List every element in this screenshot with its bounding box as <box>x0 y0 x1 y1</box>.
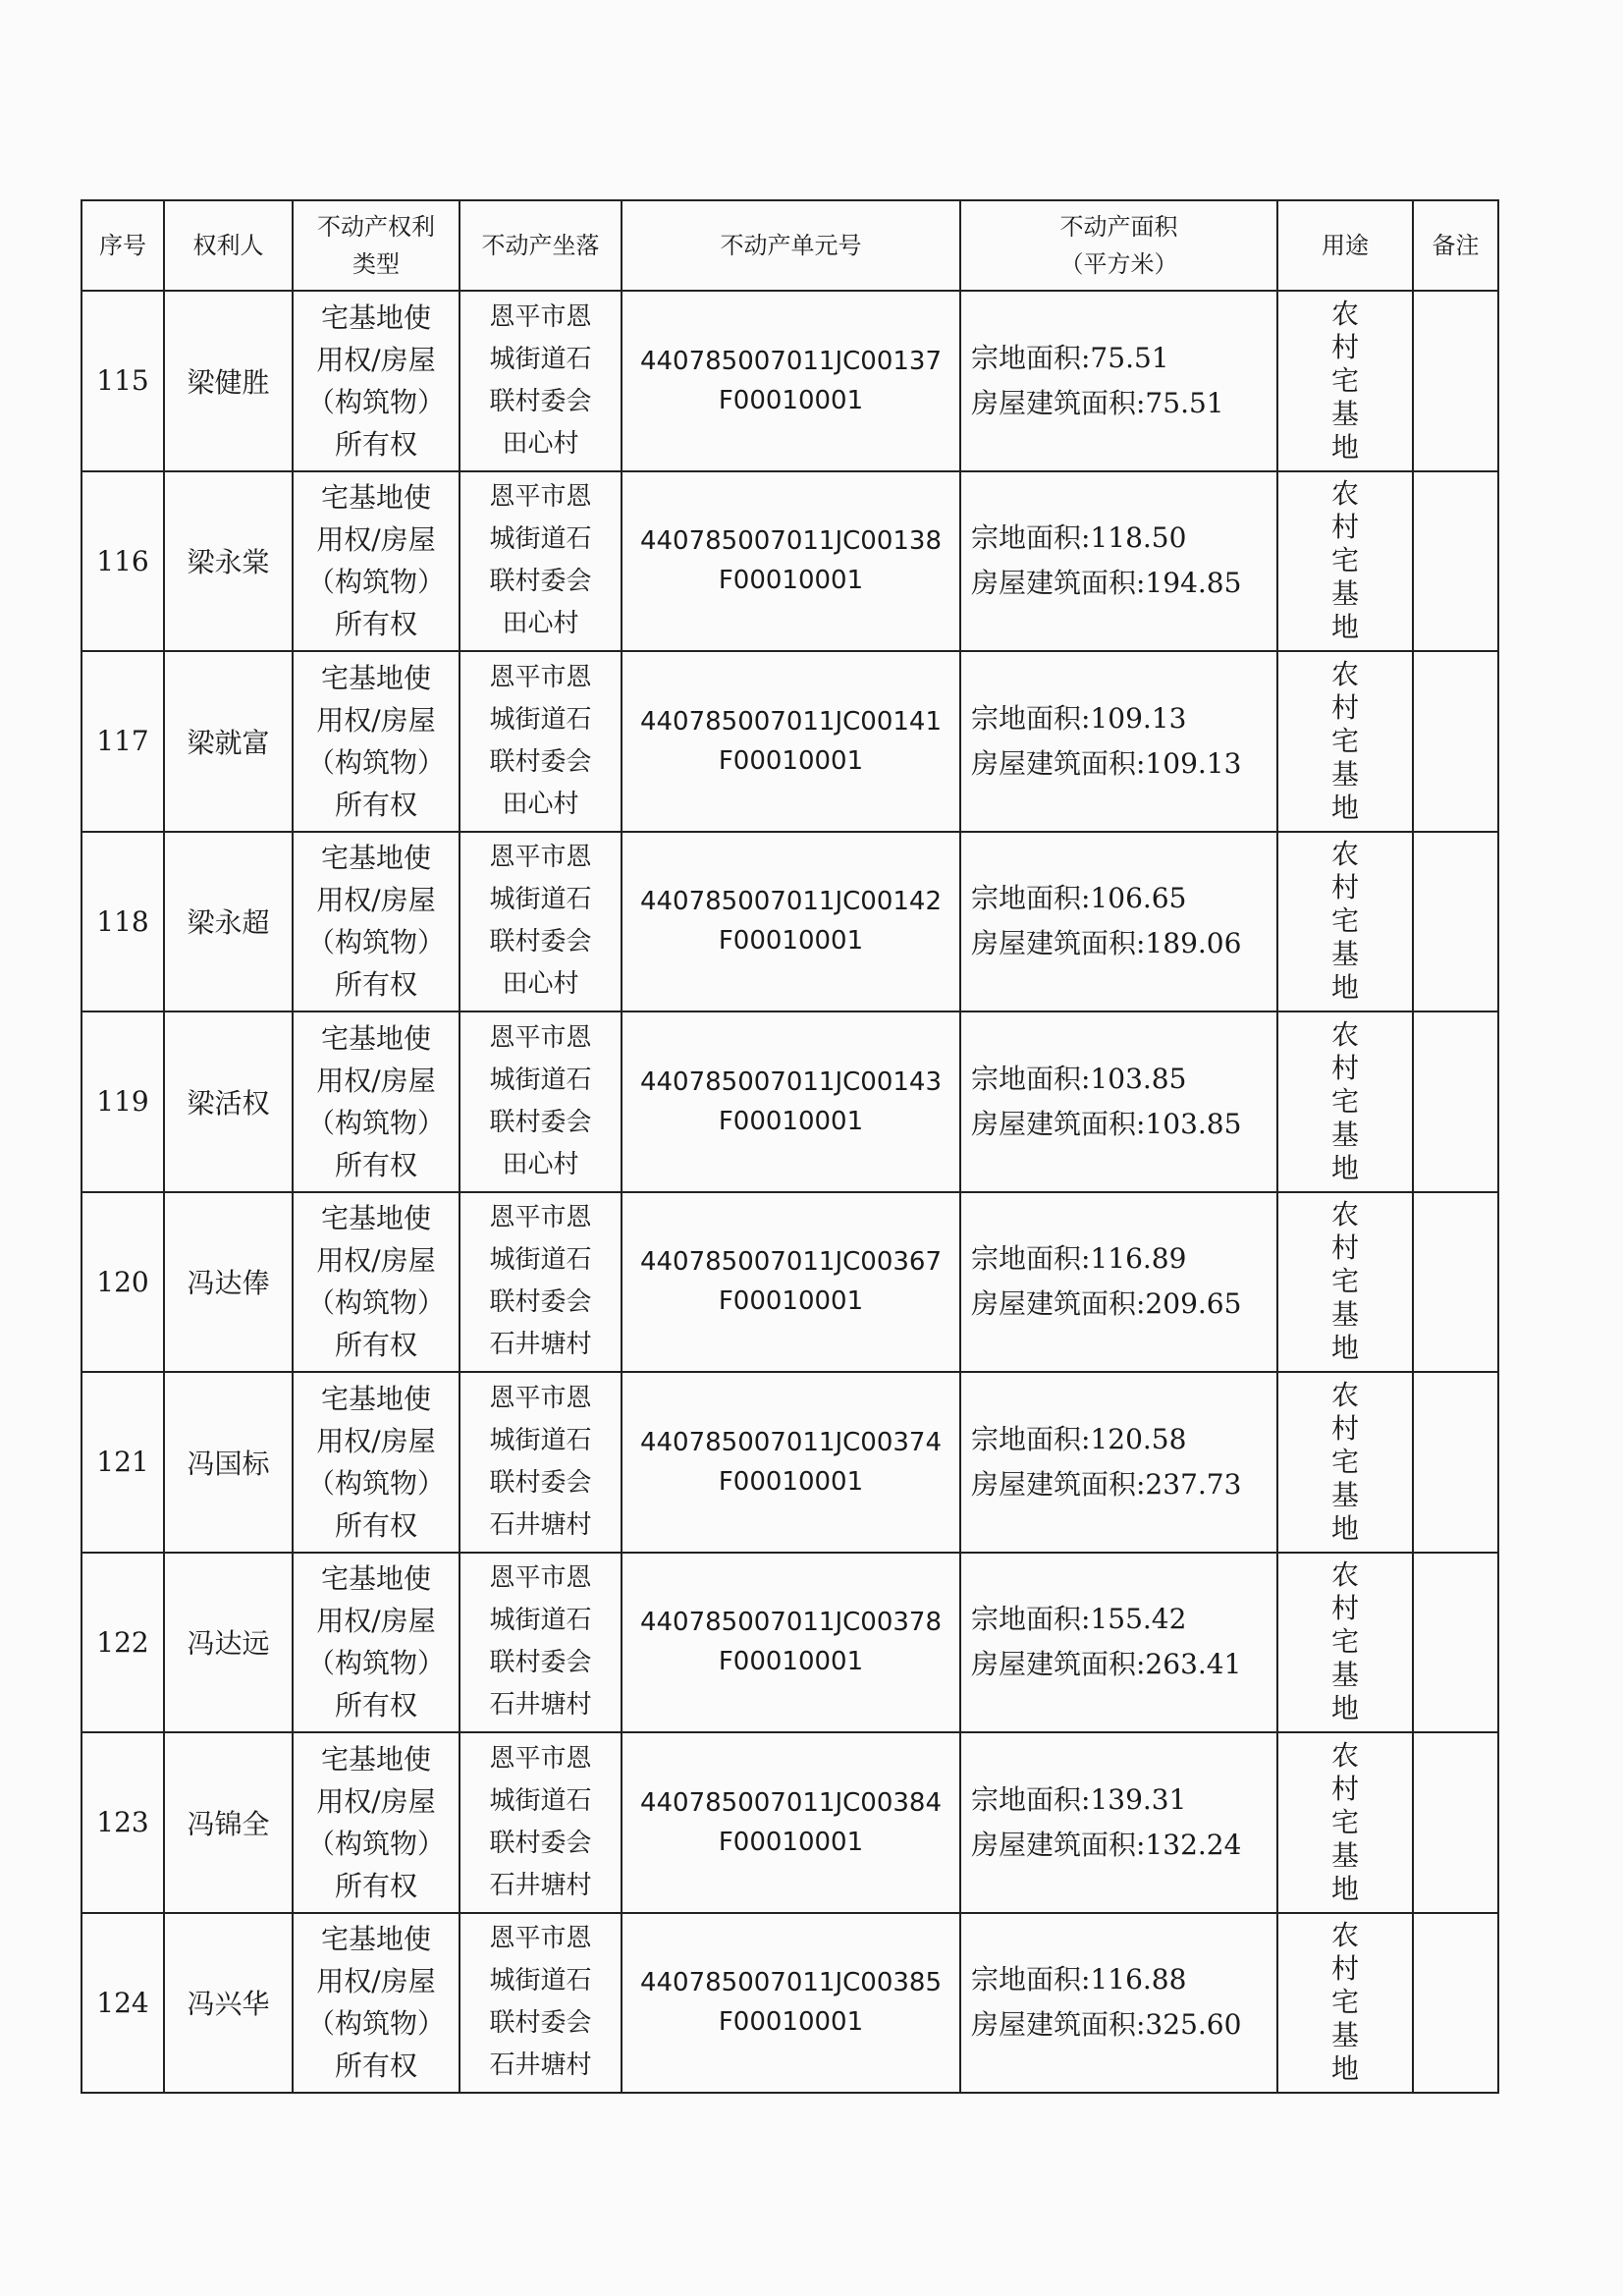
value-seq: 121 <box>96 1446 149 1479</box>
value-land-area: 宗地面积:116.88 <box>971 1963 1187 1996</box>
value-unit-no-1: 440785007011JC00141 <box>639 706 943 737</box>
cell-remark <box>1413 651 1498 832</box>
value-holder: 梁活权 <box>187 1086 270 1120</box>
value-seq: 115 <box>96 364 149 398</box>
cell-right-type <box>293 1011 460 1192</box>
value-right-type: 宅基地使 用权/房屋 （构筑物） 所有权 <box>306 481 445 641</box>
value-location: 恩平市恩 城街道石 联村委会 石井塘村 <box>489 1924 592 2081</box>
cell-remark <box>1413 291 1498 471</box>
cell-seq <box>81 1732 164 1913</box>
table-row <box>81 291 1498 471</box>
value-location: 恩平市恩 城街道石 联村委会 石井塘村 <box>489 1383 592 1540</box>
value-land-area: 宗地面积:116.89 <box>971 1242 1187 1276</box>
value-use: 农村宅基地 <box>1330 1558 1359 1725</box>
cell-area <box>960 1732 1277 1913</box>
cell-location <box>460 651 622 832</box>
cell-seq <box>81 291 164 471</box>
cell-remark <box>1413 832 1498 1012</box>
cell-unit-no <box>622 1553 960 1733</box>
value-unit-no-1: 440785007011JC00143 <box>639 1066 943 1097</box>
value-building-area: 房屋建筑面积:325.60 <box>971 2008 1242 2042</box>
value-unit-no-1: 440785007011JC00137 <box>639 346 943 376</box>
cell-remark <box>1413 1732 1498 1913</box>
cell-remark <box>1413 1372 1498 1553</box>
value-unit-no-1: 440785007011JC00374 <box>639 1427 943 1457</box>
cell-right-type <box>293 471 460 652</box>
cell-seq <box>81 1913 164 2094</box>
cell-holder <box>164 1011 293 1192</box>
value-seq: 124 <box>96 1986 149 2019</box>
value-land-area: 宗地面积:103.85 <box>971 1062 1187 1095</box>
cell-location <box>460 291 622 471</box>
value-seq: 119 <box>96 1085 149 1119</box>
cell-holder <box>164 291 293 471</box>
cell-seq <box>81 832 164 1012</box>
value-right-type: 宅基地使 用权/房屋 （构筑物） 所有权 <box>306 1202 445 1362</box>
value-building-area: 房屋建筑面积:132.24 <box>971 1828 1242 1861</box>
cell-area <box>960 291 1277 471</box>
value-unit-no-2: F00010001 <box>718 1827 864 1857</box>
value-unit-no-2: F00010001 <box>718 745 864 776</box>
cell-use <box>1277 832 1413 1012</box>
cell-use <box>1277 1372 1413 1553</box>
header-remark: 备注 <box>1413 200 1498 291</box>
value-location: 恩平市恩 城街道石 联村委会 田心村 <box>489 301 592 459</box>
value-use: 农村宅基地 <box>1330 1198 1359 1365</box>
cell-seq <box>81 651 164 832</box>
value-building-area: 房屋建筑面积:237.73 <box>971 1467 1242 1501</box>
table-row <box>81 1011 1498 1192</box>
value-holder: 冯国标 <box>187 1447 270 1480</box>
table-row <box>81 1913 1498 2094</box>
value-land-area: 宗地面积:118.50 <box>971 521 1187 555</box>
cell-remark <box>1413 1913 1498 2094</box>
cell-right-type <box>293 832 460 1012</box>
value-land-area: 宗地面积:139.31 <box>971 1782 1187 1816</box>
value-holder: 梁永超 <box>187 906 270 940</box>
cell-location <box>460 1011 622 1192</box>
value-holder: 冯兴华 <box>187 1988 270 2021</box>
cell-area <box>960 471 1277 652</box>
cell-right-type <box>293 1372 460 1553</box>
value-use: 农村宅基地 <box>1330 1738 1359 1905</box>
cell-holder <box>164 1732 293 1913</box>
cell-use <box>1277 471 1413 652</box>
cell-holder <box>164 832 293 1012</box>
value-use: 农村宅基地 <box>1330 1378 1359 1545</box>
cell-holder <box>164 471 293 652</box>
cell-area <box>960 651 1277 832</box>
cell-remark <box>1413 1192 1498 1373</box>
cell-area <box>960 1913 1277 2094</box>
cell-remark <box>1413 471 1498 652</box>
cell-unit-no <box>622 1372 960 1553</box>
value-building-area: 房屋建筑面积:209.65 <box>971 1287 1242 1321</box>
value-location: 恩平市恩 城街道石 联村委会 石井塘村 <box>489 1743 592 1900</box>
cell-use <box>1277 1553 1413 1733</box>
cell-unit-no <box>622 291 960 471</box>
value-unit-no-2: F00010001 <box>718 385 864 415</box>
value-unit-no-2: F00010001 <box>718 1466 864 1497</box>
value-use: 农村宅基地 <box>1330 657 1359 824</box>
value-land-area: 宗地面积:106.65 <box>971 882 1187 915</box>
header-use: 用途 <box>1277 200 1413 291</box>
cell-location <box>460 832 622 1012</box>
value-unit-no-1: 440785007011JC00385 <box>639 1968 943 1998</box>
cell-use <box>1277 651 1413 832</box>
value-seq: 118 <box>96 904 149 938</box>
cell-unit-no <box>622 1011 960 1192</box>
value-land-area: 宗地面积:120.58 <box>971 1422 1187 1455</box>
cell-location <box>460 1192 622 1373</box>
table-row <box>81 1553 1498 1733</box>
cell-use <box>1277 1011 1413 1192</box>
value-use: 农村宅基地 <box>1330 1919 1359 2086</box>
value-unit-no-1: 440785007011JC00367 <box>639 1247 943 1278</box>
cell-location <box>460 1553 622 1733</box>
value-right-type: 宅基地使 用权/房屋 （构筑物） 所有权 <box>306 301 445 461</box>
cell-right-type <box>293 1553 460 1733</box>
header-unit-no: 不动产单元号 <box>622 200 960 291</box>
cell-holder <box>164 1192 293 1373</box>
value-use: 农村宅基地 <box>1330 477 1359 644</box>
value-unit-no-2: F00010001 <box>718 1647 864 1677</box>
value-location: 恩平市恩 城街道石 联村委会 田心村 <box>489 1022 592 1179</box>
cell-right-type <box>293 1192 460 1373</box>
value-unit-no-1: 440785007011JC00384 <box>639 1787 943 1818</box>
cell-unit-no <box>622 1732 960 1913</box>
value-use: 农村宅基地 <box>1330 838 1359 1005</box>
header-right-type: 不动产权利 类型 <box>293 200 460 291</box>
value-holder: 梁就富 <box>187 726 270 759</box>
value-land-area: 宗地面积:75.51 <box>971 341 1169 374</box>
cell-holder <box>164 1913 293 2094</box>
cell-right-type <box>293 651 460 832</box>
cell-use <box>1277 291 1413 471</box>
cell-area <box>960 1372 1277 1553</box>
value-use: 农村宅基地 <box>1330 1017 1359 1184</box>
table-row <box>81 1372 1498 1553</box>
value-building-area: 房屋建筑面积:189.06 <box>971 927 1242 960</box>
value-seq: 123 <box>96 1806 149 1839</box>
value-building-area: 房屋建筑面积:263.41 <box>971 1648 1242 1681</box>
cell-holder <box>164 1553 293 1733</box>
cell-location <box>460 1732 622 1913</box>
cell-seq <box>81 1553 164 1733</box>
value-right-type: 宅基地使 用权/房屋 （构筑物） 所有权 <box>306 1923 445 2083</box>
value-location: 恩平市恩 城街道石 联村委会 石井塘村 <box>489 1563 592 1721</box>
value-building-area: 房屋建筑面积:75.51 <box>971 386 1224 419</box>
value-location: 恩平市恩 城街道石 联村委会 石井塘村 <box>489 1203 592 1360</box>
cell-remark <box>1413 1011 1498 1192</box>
cell-area <box>960 1553 1277 1733</box>
cell-use <box>1277 1913 1413 2094</box>
cell-seq <box>81 1192 164 1373</box>
table-row <box>81 471 1498 652</box>
value-holder: 冯达远 <box>187 1627 270 1661</box>
cell-right-type <box>293 291 460 471</box>
value-building-area: 房屋建筑面积:109.13 <box>971 746 1242 780</box>
table-row <box>81 1732 1498 1913</box>
header-area: 不动产面积 （平方米） <box>960 200 1277 291</box>
value-unit-no-2: F00010001 <box>718 566 864 596</box>
value-right-type: 宅基地使 用权/房屋 （构筑物） 所有权 <box>306 1742 445 1902</box>
value-land-area: 宗地面积:155.42 <box>971 1603 1187 1636</box>
cell-unit-no <box>622 471 960 652</box>
cell-area <box>960 832 1277 1012</box>
cell-location <box>460 471 622 652</box>
value-right-type: 宅基地使 用权/房屋 （构筑物） 所有权 <box>306 1382 445 1542</box>
cell-right-type <box>293 1732 460 1913</box>
cell-area <box>960 1192 1277 1373</box>
cell-use <box>1277 1732 1413 1913</box>
value-use: 农村宅基地 <box>1330 297 1359 464</box>
value-seq: 116 <box>96 544 149 577</box>
value-right-type: 宅基地使 用权/房屋 （构筑物） 所有权 <box>306 1021 445 1181</box>
cell-seq <box>81 471 164 652</box>
cell-use <box>1277 1192 1413 1373</box>
value-unit-no-2: F00010001 <box>718 1286 864 1317</box>
cell-location <box>460 1913 622 2094</box>
value-right-type: 宅基地使 用权/房屋 （构筑物） 所有权 <box>306 1562 445 1722</box>
value-seq: 117 <box>96 725 149 758</box>
value-holder: 冯锦全 <box>187 1807 270 1840</box>
value-holder: 冯达俸 <box>187 1267 270 1300</box>
table-row <box>81 651 1498 832</box>
cell-holder <box>164 651 293 832</box>
table-row <box>81 1192 1498 1373</box>
value-unit-no-1: 440785007011JC00142 <box>639 887 943 917</box>
cell-right-type <box>293 1913 460 2094</box>
cell-seq <box>81 1011 164 1192</box>
cell-unit-no <box>622 832 960 1012</box>
cell-area <box>960 1011 1277 1192</box>
value-seq: 120 <box>96 1265 149 1298</box>
property-registry-table <box>81 199 1499 2094</box>
value-unit-no-2: F00010001 <box>718 1106 864 1136</box>
table-row <box>81 832 1498 1012</box>
cell-holder <box>164 1372 293 1553</box>
value-building-area: 房屋建筑面积:194.85 <box>971 567 1242 600</box>
value-right-type: 宅基地使 用权/房屋 （构筑物） 所有权 <box>306 661 445 821</box>
header-seq: 序号 <box>81 200 164 291</box>
value-unit-no-1: 440785007011JC00378 <box>639 1608 943 1638</box>
value-right-type: 宅基地使 用权/房屋 （构筑物） 所有权 <box>306 842 445 1002</box>
value-holder: 梁健胜 <box>187 365 270 399</box>
value-seq: 122 <box>96 1625 149 1659</box>
value-unit-no-1: 440785007011JC00138 <box>639 526 943 557</box>
table-header-row <box>81 200 1498 291</box>
cell-seq <box>81 1372 164 1553</box>
value-holder: 梁永棠 <box>187 546 270 579</box>
value-location: 恩平市恩 城街道石 联村委会 田心村 <box>489 482 592 639</box>
cell-remark <box>1413 1553 1498 1733</box>
value-land-area: 宗地面积:109.13 <box>971 701 1187 735</box>
value-unit-no-2: F00010001 <box>718 926 864 957</box>
cell-unit-no <box>622 1192 960 1373</box>
cell-unit-no <box>622 1913 960 2094</box>
header-holder: 权利人 <box>164 200 293 291</box>
header-location: 不动产坐落 <box>460 200 622 291</box>
cell-location <box>460 1372 622 1553</box>
value-location: 恩平市恩 城街道石 联村委会 田心村 <box>489 662 592 819</box>
cell-unit-no <box>622 651 960 832</box>
value-unit-no-2: F00010001 <box>718 2007 864 2038</box>
value-location: 恩平市恩 城街道石 联村委会 田心村 <box>489 843 592 1000</box>
value-building-area: 房屋建筑面积:103.85 <box>971 1107 1242 1140</box>
